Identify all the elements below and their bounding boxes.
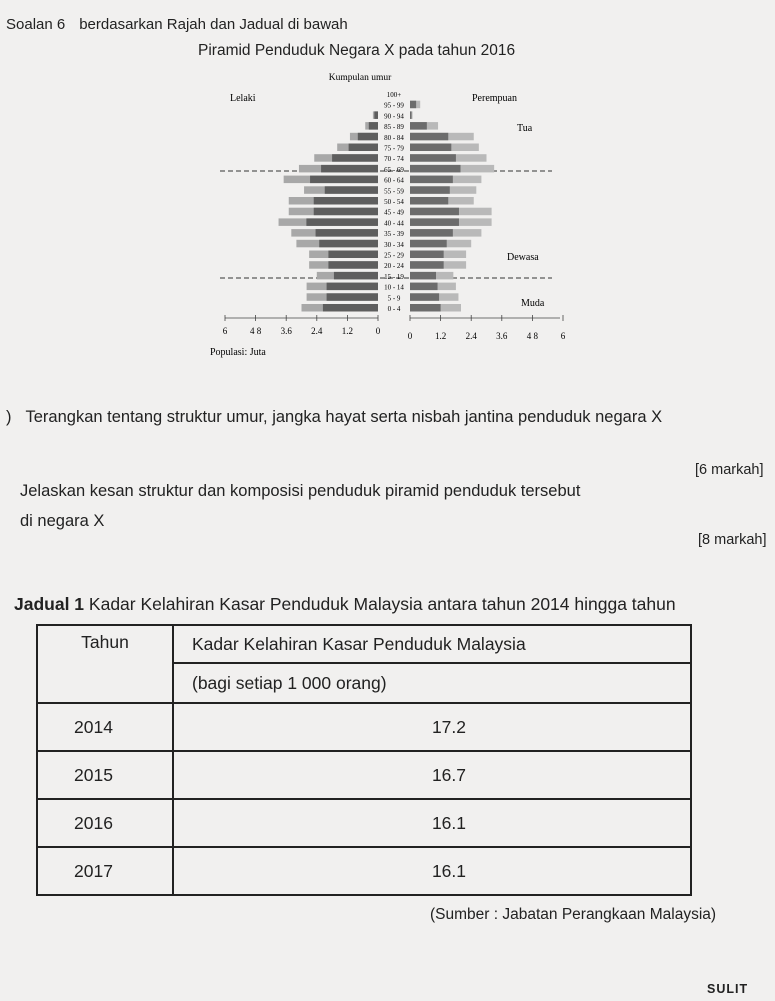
bar-female-shade: [410, 111, 412, 119]
x-tick-label: 1.2: [341, 326, 354, 336]
age-group-label: 75 - 79: [384, 144, 404, 153]
x-tick-label: 3.6: [280, 326, 292, 336]
x-tick-label: 2.4: [311, 326, 323, 336]
age-group-label: 40 - 44: [384, 219, 404, 228]
cell-rate: 16.7: [173, 751, 691, 799]
bar-female-shade: [410, 101, 416, 109]
x-axis-label: Populasi: Juta: [210, 347, 266, 358]
bar-male-shade: [314, 197, 378, 205]
table-row: [37, 703, 691, 751]
x-tick-label: 0: [375, 326, 381, 336]
bar-female-shade: [410, 176, 453, 184]
bar-female-shade: [410, 240, 447, 248]
cell-year: 2014: [37, 703, 173, 751]
bar-male-shade: [319, 240, 378, 248]
age-group-label: 65 - 69: [384, 165, 404, 174]
table-title: [14, 594, 676, 615]
bar-female-shade: [410, 283, 438, 291]
x-axis: [223, 315, 566, 341]
cell-year: 2016: [37, 799, 173, 847]
table-row: [37, 751, 691, 799]
table-title-text: Kadar Kelahiran Kasar Penduduk Malaysia antara tahun 2014 hingga tahun: [88, 594, 676, 614]
age-group-label: 100+: [386, 91, 402, 99]
bar-male-shade: [328, 251, 378, 259]
bar-female-shade: [410, 304, 441, 312]
header-tahun: Tahun: [37, 625, 173, 703]
age-group-label: 45 - 49: [384, 208, 404, 217]
table-label: Jadual 1: [14, 594, 85, 614]
bar-female-shade: [410, 218, 459, 226]
question-b-marks: [8 markah]: [698, 532, 767, 548]
cell-year: 2015: [37, 751, 173, 799]
x-tick-label: 3.6: [496, 331, 508, 341]
age-group-label: 70 - 74: [384, 155, 404, 164]
age-group-label: 35 - 39: [384, 230, 404, 239]
age-group-label: 20 - 24: [384, 262, 404, 271]
table-row: [37, 799, 691, 847]
bar-male-shade: [310, 176, 378, 184]
bar-male-shade: [358, 133, 378, 141]
x-tick-label: 4 8: [526, 331, 539, 341]
cell-rate: 16.1: [173, 847, 691, 895]
age-group-label: 90 - 94: [384, 112, 404, 121]
birth-rate-table: [36, 624, 692, 896]
bar-male-shade: [332, 154, 378, 162]
bar-male-shade: [349, 144, 378, 152]
question-intro-text: berdasarkan Rajah dan Jadual di bawah: [79, 16, 348, 33]
sulit-footer: SULIT: [707, 982, 749, 996]
bar-male-shade: [369, 122, 378, 130]
zone-label-dewasa: Dewasa: [507, 252, 539, 263]
bar-male-shade: [374, 111, 378, 119]
x-tick-label: 0: [407, 331, 413, 341]
figure-title: Piramid Penduduk Negara X pada tahun 2016: [198, 42, 516, 59]
question-a-marker: ): [6, 408, 12, 426]
female-label: Perempuan: [472, 93, 517, 104]
bar-female-shade: [410, 144, 451, 152]
age-group-label: 55 - 59: [384, 187, 404, 196]
age-group-label: 80 - 84: [384, 133, 404, 142]
age-group-label: 0 - 4: [387, 305, 401, 313]
question-a-marks: [6 markah]: [695, 462, 764, 478]
age-group-label: 50 - 54: [384, 198, 404, 206]
header-rate-line1: Kadar Kelahiran Kasar Penduduk Malaysia: [173, 625, 691, 663]
bar-male-shade: [327, 283, 378, 291]
bar-female-shade: [410, 208, 459, 216]
bar-female-shade: [410, 272, 436, 280]
male-label: Lelaki: [230, 93, 256, 104]
age-group-label: 60 - 64: [384, 176, 404, 185]
cell-year: 2017: [37, 847, 173, 895]
table-row: [37, 847, 691, 895]
question-a-body: Terangkan tentang struktur umur, jangka hayat serta nisbah jantina penduduk negara X: [25, 408, 663, 426]
bar-male-shade: [325, 186, 378, 194]
age-label-group: [384, 91, 404, 313]
age-group-label: 10 - 14: [384, 283, 404, 292]
bar-female-shade: [410, 154, 456, 162]
x-tick-label: 2.4: [465, 331, 477, 341]
bar-female-shade: [410, 165, 460, 173]
bar-male-shade: [306, 218, 378, 226]
cell-rate: 16.1: [173, 799, 691, 847]
bar-male-shade: [321, 165, 378, 173]
bar-female-shade: [410, 251, 444, 259]
table-header-row: [37, 625, 691, 663]
x-tick-label: 4 8: [249, 326, 262, 336]
zone-label-muda: Muda: [521, 298, 545, 309]
age-group-label: 85 - 89: [384, 123, 404, 132]
question-intro: [6, 16, 348, 33]
question-b-line1: Jelaskan kesan struktur dan komposisi penduduk piramid penduduk tersebut: [20, 482, 581, 500]
tick-group: [223, 315, 566, 341]
bar-male-shade: [328, 261, 378, 269]
question-a-text: [6, 408, 662, 427]
bar-female-shade: [410, 261, 444, 269]
x-tick-label: 6: [560, 331, 566, 341]
age-group-label: 30 - 34: [384, 240, 404, 249]
age-group-label: 25 - 29: [384, 251, 404, 260]
population-pyramid-chart: [210, 68, 580, 363]
bar-male-shade: [316, 229, 378, 237]
age-group-label: 95 - 99: [384, 101, 404, 110]
x-tick-label: 1.2: [434, 331, 447, 341]
age-group-header: Kumpulan umur: [328, 73, 392, 83]
bar-female-shade: [410, 293, 439, 301]
table-source: (Sumber : Jabatan Perangkaan Malaysia): [430, 906, 717, 923]
bar-male-shade: [334, 272, 378, 280]
bar-female-shade: [410, 186, 450, 194]
bar-female-shade: [410, 197, 448, 205]
x-tick-label: 6: [222, 326, 228, 336]
cell-rate: 17.2: [173, 703, 691, 751]
age-group-label: 5 - 9: [387, 294, 401, 303]
question-number: Soalan 6: [6, 16, 66, 33]
zone-label-tua: Tua: [517, 123, 533, 134]
bar-female-shade: [410, 133, 448, 141]
bar-male-shade: [314, 208, 378, 216]
header-rate-line2: (bagi setiap 1 000 orang): [173, 663, 691, 703]
question-b-line2: di negara X: [20, 512, 105, 530]
age-group-label: 15 - 19: [384, 272, 404, 281]
bar-male-shade: [327, 293, 378, 301]
bar-female-shade: [410, 122, 427, 130]
bar-female-shade: [410, 229, 453, 237]
bar-male-shade: [323, 304, 378, 312]
